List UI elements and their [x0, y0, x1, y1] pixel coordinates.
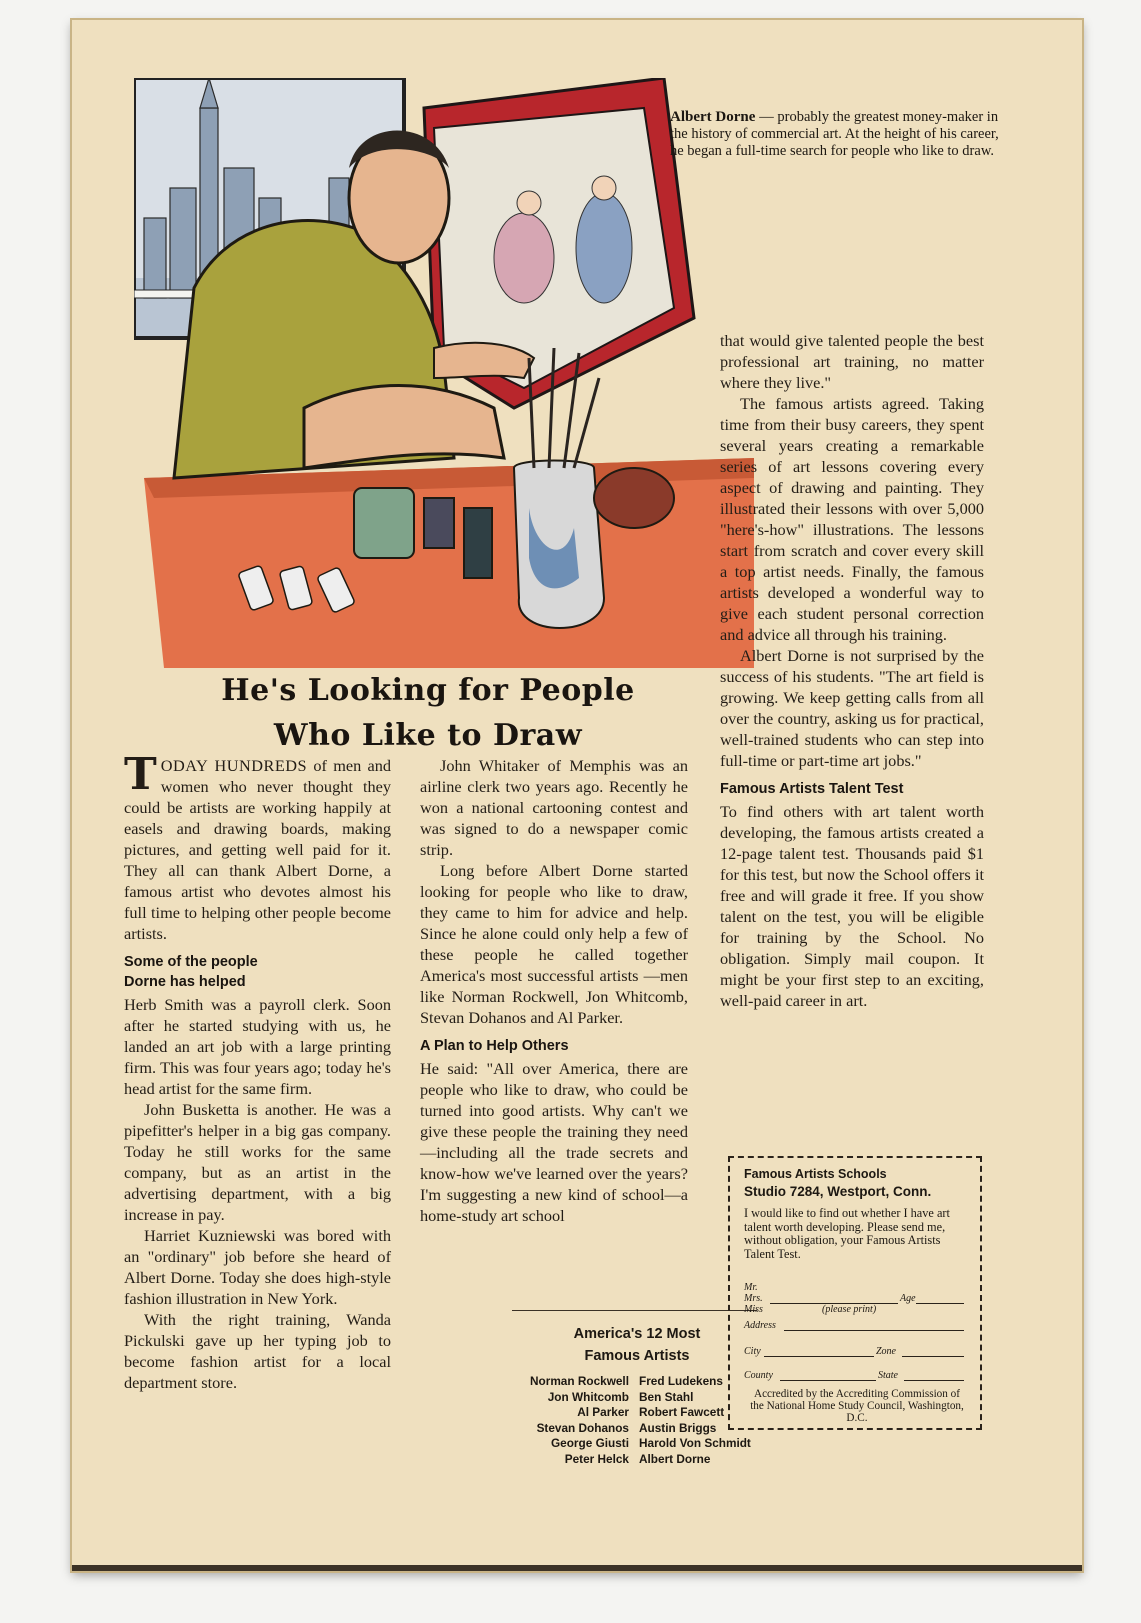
- paragraph-not-surprised: Albert Dorne is not surprised by the success of his students. "The art field is growing. We keep getting calls from all over the country, asking us for practical, well-trained students who can step into full-time or part-time art jobs.": [720, 646, 984, 770]
- subhead-people-helped: [124, 952, 391, 992]
- label-mrs: Mrs.: [744, 1293, 763, 1304]
- paragraph-talent-test: To find others with art talent worth developing, the famous artists created a 12-page talent test. Thousands paid $1 for this test, but now the School offers it free and will grade it free. If you show talent on the test, you will be eligible for training by the School. No obligation. Simply mail coupon. It might be your first step to an exciting, well-paid career in art.: [720, 802, 984, 1010]
- subhead-plan: A Plan to Help Others: [420, 1038, 569, 1054]
- column-1: [124, 749, 392, 1393]
- ad-headline: [168, 668, 688, 758]
- artist-illustration: [134, 78, 754, 668]
- intro-lead: ODAY HUNDREDS: [160, 756, 308, 775]
- county-field[interactable]: [780, 1380, 876, 1381]
- artist-name: Harold Von Schmidt: [639, 1436, 751, 1450]
- artist-name: Norman Rockwell: [530, 1374, 629, 1388]
- artist-name: Al Parker: [577, 1405, 629, 1419]
- artist-name: Ben Stahl: [639, 1389, 694, 1404]
- label-miss: Miss: [744, 1304, 763, 1315]
- artist-name: George Giusti: [550, 1436, 629, 1450]
- paragraph-harriet: Harriet Kuzniewski was bored with an "ordinary" job before she heard of Albert Dorne. Today she does high-style fashion illustration in New York.: [124, 1226, 391, 1308]
- caption-name: Albert Dorne: [670, 109, 756, 125]
- paragraph-continuation: that would give talented people the best professional art training, no matter where they live.": [720, 331, 984, 392]
- artist-name: Peter Helck: [564, 1451, 629, 1466]
- artist-name: Albert Dorne: [639, 1451, 711, 1466]
- paragraph-artists-agreed: The famous artists agreed. Taking time from their busy careers, they spent several years creating a remarkable series of art lessons covering every aspect of drawing and painting. They illustrated their lessons with over 5,000 "here's-how" illustrations. The lessons start from scratch and cover every skill a top artist needs. Finally, the famous artists developed a wonderful way to give each student personal correction and advice all through his training.: [720, 394, 984, 644]
- artist-name: Stevan Dohanos: [536, 1420, 629, 1435]
- headline-line-1: He's Looking for People: [221, 673, 635, 708]
- accreditation-note: Accredited by the Accrediting Commission of the National Home Study Council, Washington, D.C.: [750, 1388, 964, 1424]
- illustration-caption: [670, 108, 1000, 159]
- artist-name: Jon Whitcomb: [547, 1389, 629, 1404]
- coupon-request-text: I would like to find out whether I have art talent worth developing. Please send me, without obligation, your Famous Artists Talent Test.: [744, 1206, 950, 1261]
- paragraph-plan: He said: "All over America, there are people who like to draw, who could be turned into good artists. Why can't we give these people the training they need—including all the trade secrets and know-how we've learned over the years? I'm suggesting a new kind of school—a home-study art school: [420, 1059, 688, 1225]
- name-field[interactable]: [770, 1303, 898, 1304]
- zone-field[interactable]: [902, 1356, 964, 1357]
- intro-text: of men and women who never thought they could be artists are working happily at easels and drawing boards, making pictures, and getting well paid for it. They all can thank Albert Dorne, a famous artist who devotes almost his full time to helping other people become artists.: [124, 756, 392, 943]
- label-age: Age: [900, 1293, 916, 1304]
- label-city: City: [744, 1346, 761, 1357]
- subhead-talent-test: Famous Artists Talent Test: [720, 781, 904, 797]
- coupon-school-name: Famous Artists Schools: [744, 1167, 887, 1181]
- label-please-print: (please print): [822, 1304, 877, 1315]
- label-zone: Zone: [876, 1346, 896, 1357]
- caption-text: — probably the greatest money-maker in the history of commercial art. At the height of his career, he began a full-time search for people who like to draw.: [670, 109, 999, 159]
- magazine-page: [72, 20, 1082, 1571]
- mail-coupon[interactable]: [728, 1156, 982, 1430]
- paragraph-john-whitaker: John Whitaker of Memphis was an airline clerk two years ago. Recently he won a national cartooning contest and was signed to do a newspaper comic strip.: [420, 756, 688, 859]
- paragraph-herb-smith: Herb Smith was a payroll clerk. Soon after he started studying with us, he landed an art job with a large printing firm. This was four years ago; today he's head artist for the same firm.: [124, 995, 391, 1098]
- city-field[interactable]: [764, 1356, 874, 1357]
- paragraph-john-busketta: John Busketta is another. He was a pipefitter's helper in a big gas company. Today he still works for the same company, but as an artist in the advertising department, with a big increase in pay.: [124, 1100, 391, 1224]
- drop-cap: T: [124, 749, 157, 800]
- subhead-line-2: Dorne has helped: [124, 974, 246, 990]
- artist-name: Robert Fawcett: [639, 1405, 725, 1419]
- address-field[interactable]: [784, 1330, 964, 1331]
- column-2: [420, 755, 688, 1226]
- paragraph-long-before: Long before Albert Dorne started looking for people who like to draw, they came to him for advice and help. Since he alone could only help a few of these people he called together America's most successful artists —men like Norman Rockwell, Jon Whitcomb, Stevan Dohanos and Al Parker.: [420, 861, 688, 1027]
- label-county: County: [744, 1370, 773, 1381]
- artists-title-line-2: Famous Artists: [584, 1348, 690, 1364]
- divider-rule: [512, 1310, 757, 1311]
- headline-line-2: Who Like to Draw: [273, 718, 583, 753]
- artist-name: Fred Ludekens: [639, 1374, 723, 1388]
- subhead-line-1: Some of the people: [124, 954, 258, 970]
- state-field[interactable]: [904, 1380, 964, 1381]
- label-address: Address: [744, 1320, 776, 1331]
- label-mr: Mr.: [744, 1282, 758, 1293]
- column-3: [720, 330, 984, 1011]
- paragraph-wanda: With the right training, Wanda Pickulski gave up her typing job to become fashion artist for a local department store.: [124, 1310, 391, 1392]
- artist-name: Austin Briggs: [639, 1420, 717, 1435]
- coupon-studio-address: Studio 7284, Westport, Conn.: [744, 1184, 932, 1199]
- age-field[interactable]: [916, 1303, 964, 1304]
- artists-title-line-1: America's 12 Most: [573, 1326, 701, 1342]
- label-state: State: [878, 1370, 898, 1381]
- intro-paragraph: [124, 749, 392, 944]
